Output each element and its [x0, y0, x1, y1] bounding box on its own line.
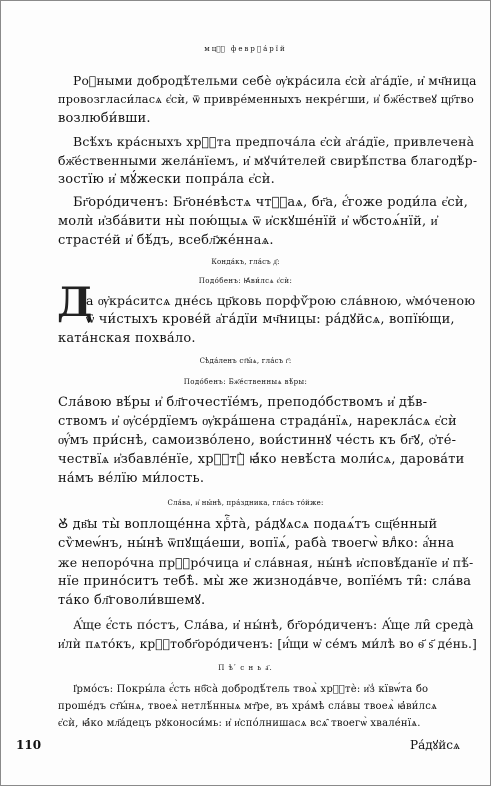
text-line: страсте́й и҆ бѣ́дъ, всебл҃же́ннаѧ. [58, 233, 274, 248]
sedalen-title: Сѣда́ленъ ст҃ы́ѧ, гла́съ г҃: [199, 357, 292, 365]
text-line: же непоро́чна прⷪ҇ро́чица и҆ сла́вная, ны́нѣ и҆сповѣ́данїе и҆ пѣ́- [58, 555, 474, 570]
canon-ode-title: П ѣ ́ с н ь а҃. [218, 664, 273, 672]
page-number: 110 [16, 738, 42, 752]
text-line: ѿ чи́стыхъ крове́й а҆га́дїи мч҃ницы: ра́дꙋйсѧ, вопїю́щи, [86, 312, 455, 327]
text-line: провозгласи́ласѧ є҆сѝ, ѿ привре́менныхъ некре́гши, и҆ бж҃е́ствеꙋ цр҃тво [58, 93, 474, 106]
text-line: Роⷣными добродѣ́тельми себѐ ѹ҆кра́сила є҆сѝ а҆га́дїе, и҆ мч҃ница [73, 74, 477, 88]
text-line: Ꙋ҆ дв҃ы ты̀ воплоще́нна хрⷭ҇та̀, ра́дꙋѧсѧ подаѧ́тъ сщ҃е́нный [58, 517, 438, 532]
text-line: сѷмеѡ́нъ, ны́нѣ ѿпꙋща́еши, вопїѧ́, раба̀ твоегѡ̀ влⷣко: а҆́нна [58, 536, 455, 551]
catchword: Ра́дꙋйсѧ [410, 738, 461, 752]
text-line: Сла́вою вѣ́ры и҆ бл҃гочестїе́мъ, преподо́бствомъ и҆ дѣ́в- [58, 395, 428, 410]
text-line: зостїю и҆ мꙋ́жески попра́ла є҆сѝ. [58, 172, 275, 187]
slava-title: Сла́ва, и҆ ны́нѣ, пра́здника, гла́съ то́йже: [167, 499, 324, 507]
irmos-line: проше́дъ ст҃ы́нѧ, твоеѧ̀ нетлѣ́нныѧ мт҃ре, въ хра́мѣ сла́вы твоеѧ̀ ꙗ҆ви́лсѧ [58, 701, 438, 712]
text-line: а ѹ҆кра́ситсѧ дне́сь цр҃ковь порфѷ́рою сла́вною, ѡ҆мо́ченою [86, 293, 476, 308]
text-line: бж҃е́ственными жела́нїемъ, и҆ мꙋчи́телей свирѣ́пства благодѣ́р- [58, 153, 478, 168]
rubric-line: и҆лѝ пѧто́къ, крⷭ҇тобг҃оро́диченъ: [и҆́щи ѡ҆ се́мъ ми́лѣ во ѳ҃ ѕ҃ де́нь.] [58, 637, 478, 651]
dropcap-letter: Д [57, 279, 93, 326]
kontakion-title: Конда́къ, гла́съ д҃: [211, 258, 280, 266]
text-line: молѝ и҆зба́вити ны̀ пою́щыѧ ѿ и҆скꙋше́нїй и҆ ѡ҆бстоѧ́нїй, и҆ [58, 214, 438, 229]
irmos-line: є҆сѝ, ꙗ҆́ко мл҃а́децъ рꙋконоси́мь: и҆ и҆спо́лнишасѧ всѧ̑ твоегѡ̀ хвале́нїѧ. [58, 718, 421, 729]
rubric-line: А҆́ще є҆́сть по́стъ, Сла́ва, и҆ ны́нѣ, бг҃оро́диченъ: А҆́ще ли̑ среда̀ [73, 617, 474, 632]
text-line: чествїѧ и҆збавле́нїе, хрⷭ҇тꙋ̀ ꙗ҆́ко невѣ́ста моли́сѧ, дарова́ти [58, 452, 465, 467]
text-line: ствомъ и҆ ѹ҆се́рдїемъ ѹ҆кра́шена страда́нїѧ, нарекла́сѧ є҆сѝ [58, 414, 457, 429]
text-line: Бг҃оро́диченъ: Бг҃оне́вѣстѧ чтⷭ҇аѧ, бг҃а, є҆́гоже роди́ла є҆сѝ, [73, 195, 469, 210]
text-line: Всѣ́хъ кра́сныхъ хрⷭ҇та предпоча́ла є҆сѝ а҆га́дїе, привлечена̀ [73, 134, 475, 149]
text-line: нїе прино́ситъ тебѣ̀. мы̀ же жизнода́вче, вопїе́мъ ти̑: сла́ва [58, 574, 472, 589]
text-line: ката́нская похва́ло. [58, 331, 196, 346]
text-line: возлюби́вши. [58, 111, 151, 126]
kontakion-podoben: Подо́бенъ: Ꙗ҆ви́лсѧ є҆сѝ: [198, 277, 293, 285]
sedalen-podoben: Подо́бенъ: Бж҃е́ственныѧ вѣ́ры: [183, 378, 308, 386]
text-line: ѹ҆́мъ при́снѣ, самоизво́лено, вои́стиннꙋ че́сть къ бг҃ꙋ, ѻ҆те́- [58, 433, 457, 448]
irmos-line: І҆рмо́съ: Покры́ла є҆́сть нб҃са̀ добродѣ́тель твоѧ̀ хрⷭ҇тѐ: и҆з̾ кївѡ́та бо [73, 684, 429, 695]
text-line: на́мъ ве́лїю ми́лость. [58, 471, 205, 486]
text-line: та́ко бл҃говоли́вшемꙋ. [58, 593, 206, 608]
running-header: мцⷭ҇ феврꙋа́рїй [204, 45, 287, 53]
